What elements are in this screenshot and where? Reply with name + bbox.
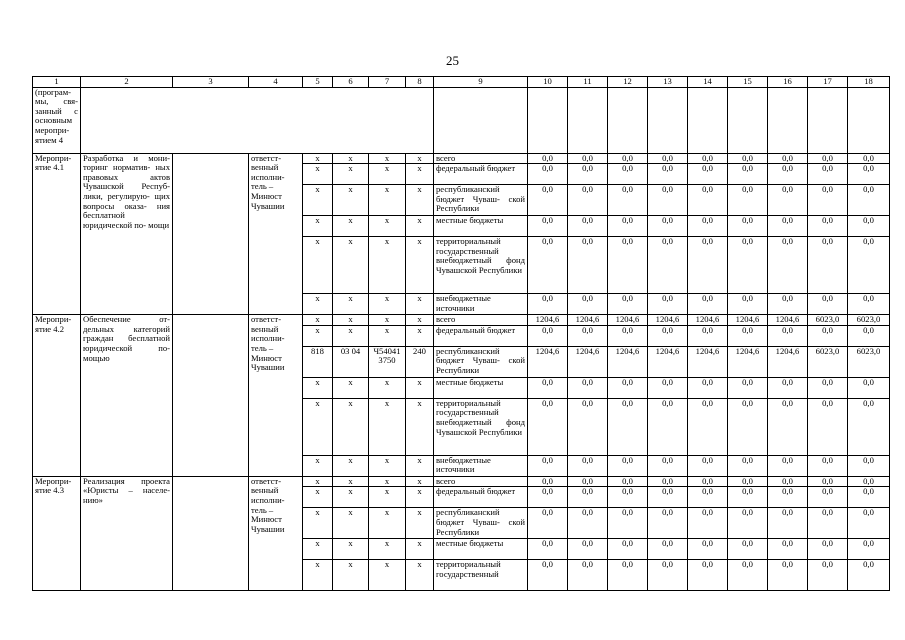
funding-value: 0,0 [808, 237, 848, 294]
empty-cell [768, 87, 808, 153]
funding-value: 0,0 [768, 539, 808, 560]
funding-value: 0,0 [728, 325, 768, 346]
funding-value: 1204,6 [768, 346, 808, 377]
budget-table [32, 76, 890, 591]
subroutine-cell [173, 153, 249, 315]
column-number: 11 [568, 77, 608, 88]
grbs-code: x [303, 315, 333, 326]
funding-value: 0,0 [808, 508, 848, 539]
grbs-code: 818 [303, 346, 333, 377]
funding-value: 0,0 [608, 294, 648, 315]
empty-cell [808, 87, 848, 153]
target-article-code: x [369, 508, 406, 539]
section-code: x [333, 325, 369, 346]
funding-value: 0,0 [768, 216, 808, 237]
grbs-code: x [303, 398, 333, 455]
funding-value: 0,0 [568, 508, 608, 539]
funding-value: 0,0 [568, 487, 608, 508]
funding-value: 0,0 [528, 487, 568, 508]
grbs-code: x [303, 216, 333, 237]
funding-value: 0,0 [648, 487, 688, 508]
expense-type-code: x [406, 164, 434, 185]
funding-value: 0,0 [648, 455, 688, 476]
funding-value: 0,0 [568, 398, 608, 455]
funding-value: 0,0 [568, 237, 608, 294]
funding-value: 0,0 [568, 216, 608, 237]
subroutine-cell [173, 315, 249, 477]
funding-value: 0,0 [568, 294, 608, 315]
target-article-code: x [369, 153, 406, 164]
funding-value: 0,0 [608, 455, 648, 476]
funding-value: 0,0 [648, 539, 688, 560]
funding-value: 1204,6 [568, 315, 608, 326]
grbs-code: x [303, 508, 333, 539]
funding-value: 0,0 [528, 164, 568, 185]
expense-type-code: x [406, 398, 434, 455]
funding-value: 0,0 [848, 508, 890, 539]
funding-value: 0,0 [688, 560, 728, 591]
funding-value: 0,0 [728, 508, 768, 539]
funding-value: 0,0 [568, 153, 608, 164]
funding-source: территориальный государственный внебюджетный фонд Чувашской Республики [434, 237, 528, 294]
funding-value: 0,0 [848, 487, 890, 508]
funding-value: 1204,6 [728, 346, 768, 377]
funding-value: 0,0 [768, 560, 808, 591]
funding-value: 0,0 [608, 185, 648, 216]
section-code: x [333, 377, 369, 398]
funding-value: 0,0 [768, 476, 808, 487]
column-number: 2 [81, 77, 173, 88]
funding-value: 0,0 [528, 185, 568, 216]
funding-value: 0,0 [648, 398, 688, 455]
funding-value: 1204,6 [528, 346, 568, 377]
funding-value: 1204,6 [608, 315, 648, 326]
measure-title: Реализация проекта «Юристы – населе- нию» [81, 476, 173, 591]
funding-value: 0,0 [808, 560, 848, 591]
expense-type-code: x [406, 377, 434, 398]
funding-value: 0,0 [528, 560, 568, 591]
funding-value: 0,0 [528, 153, 568, 164]
column-number: 14 [688, 77, 728, 88]
grbs-code: x [303, 185, 333, 216]
funding-source: федеральный бюджет [434, 325, 528, 346]
column-number: 6 [333, 77, 369, 88]
funding-value: 0,0 [688, 294, 728, 315]
funding-value: 0,0 [768, 508, 808, 539]
funding-value: 0,0 [848, 325, 890, 346]
funding-value: 0,0 [648, 476, 688, 487]
section-code: x [333, 508, 369, 539]
funding-value: 0,0 [688, 508, 728, 539]
expense-type-code: x [406, 153, 434, 164]
expense-type-code: x [406, 487, 434, 508]
grbs-code: x [303, 325, 333, 346]
funding-value: 0,0 [808, 455, 848, 476]
funding-value: 0,0 [608, 325, 648, 346]
column-number: 15 [728, 77, 768, 88]
funding-value: 0,0 [728, 398, 768, 455]
section-code: x [333, 398, 369, 455]
funding-value: 0,0 [848, 560, 890, 591]
section-code: x [333, 455, 369, 476]
grbs-code: x [303, 164, 333, 185]
grbs-code: x [303, 153, 333, 164]
funding-value: 0,0 [848, 294, 890, 315]
section-code: x [333, 164, 369, 185]
funding-value: 1204,6 [648, 346, 688, 377]
funding-value: 0,0 [688, 153, 728, 164]
expense-type-code: x [406, 508, 434, 539]
target-article-code: x [369, 560, 406, 591]
funding-value: 0,0 [608, 237, 648, 294]
funding-value: 0,0 [848, 455, 890, 476]
funding-value: 1204,6 [528, 315, 568, 326]
funding-value: 0,0 [768, 398, 808, 455]
target-article-code: x [369, 476, 406, 487]
empty-cell [568, 87, 608, 153]
grbs-code: x [303, 377, 333, 398]
funding-value: 0,0 [688, 476, 728, 487]
section-code: x [333, 216, 369, 237]
funding-value: 0,0 [688, 487, 728, 508]
funding-value: 0,0 [568, 325, 608, 346]
continuation-row [33, 87, 890, 153]
expense-type-code: x [406, 455, 434, 476]
expense-type-code: x [406, 325, 434, 346]
responsible-executor: ответст- венный исполни- тель – Минюст Чувашии [249, 153, 303, 315]
funding-value: 0,0 [808, 377, 848, 398]
funding-source: территориальный государственный внебюджетный фонд Чувашской Республики [434, 398, 528, 455]
responsible-executor: ответст- венный исполни- тель – Минюст Чувашии [249, 476, 303, 591]
target-article-code: x [369, 487, 406, 508]
funding-value: 0,0 [728, 476, 768, 487]
empty-cell [728, 87, 768, 153]
funding-row [33, 476, 890, 487]
funding-source: внебюджетные источники [434, 294, 528, 315]
funding-value: 0,0 [768, 455, 808, 476]
funding-source: республиканский бюджет Чуваш- ской Республики [434, 346, 528, 377]
funding-value: 0,0 [768, 164, 808, 185]
section-code: x [333, 560, 369, 591]
target-article-code: x [369, 455, 406, 476]
funding-value: 0,0 [808, 216, 848, 237]
funding-value: 0,0 [848, 237, 890, 294]
funding-source: местные бюджеты [434, 216, 528, 237]
funding-value: 0,0 [608, 377, 648, 398]
funding-value: 0,0 [648, 185, 688, 216]
empty-cell [688, 87, 728, 153]
funding-value: 0,0 [728, 539, 768, 560]
responsible-executor: ответст- венный исполни- тель – Минюст Чувашии [249, 315, 303, 477]
target-article-code: x [369, 315, 406, 326]
funding-value: 0,0 [848, 153, 890, 164]
page-number: 25 [446, 53, 459, 68]
funding-value: 0,0 [608, 508, 648, 539]
expense-type-code: x [406, 237, 434, 294]
funding-value: 0,0 [848, 164, 890, 185]
funding-value: 0,0 [848, 216, 890, 237]
section-code: x [333, 487, 369, 508]
target-article-code: x [369, 164, 406, 185]
funding-value: 0,0 [768, 185, 808, 216]
funding-value: 0,0 [648, 508, 688, 539]
funding-value: 0,0 [848, 398, 890, 455]
funding-value: 0,0 [568, 164, 608, 185]
funding-value: 0,0 [608, 398, 648, 455]
funding-value: 1204,6 [728, 315, 768, 326]
section-code: x [333, 185, 369, 216]
funding-source: местные бюджеты [434, 539, 528, 560]
expense-type-code: x [406, 294, 434, 315]
funding-value: 0,0 [808, 476, 848, 487]
target-article-code: x [369, 398, 406, 455]
funding-value: 0,0 [688, 237, 728, 294]
funding-source: республиканский бюджет Чуваш- ской Республики [434, 185, 528, 216]
funding-value: 0,0 [728, 377, 768, 398]
empty-cell [848, 87, 890, 153]
empty-cell [528, 87, 568, 153]
funding-value: 0,0 [768, 153, 808, 164]
column-number: 1 [33, 77, 81, 88]
funding-value: 0,0 [808, 185, 848, 216]
funding-value: 0,0 [528, 325, 568, 346]
funding-value: 0,0 [528, 377, 568, 398]
empty-cell [648, 87, 688, 153]
target-article-code: x [369, 377, 406, 398]
funding-value: 6023,0 [808, 346, 848, 377]
funding-value: 0,0 [608, 487, 648, 508]
funding-value: 1204,6 [608, 346, 648, 377]
funding-value: 0,0 [568, 476, 608, 487]
funding-row [33, 315, 890, 326]
program-label: (програм- мы, свя- занный с основным меропри- ятием 4 [33, 87, 81, 153]
funding-value: 0,0 [608, 216, 648, 237]
funding-value: 0,0 [648, 377, 688, 398]
funding-row [33, 153, 890, 164]
funding-value: 0,0 [648, 325, 688, 346]
funding-source: местные бюджеты [434, 377, 528, 398]
expense-type-code: x [406, 216, 434, 237]
funding-value: 0,0 [608, 476, 648, 487]
funding-value: 0,0 [768, 237, 808, 294]
column-number: 7 [369, 77, 406, 88]
funding-value: 0,0 [768, 377, 808, 398]
funding-value: 0,0 [808, 164, 848, 185]
funding-value: 0,0 [568, 560, 608, 591]
measure-title: Разработка и мони- торинг норматив- ных правовых актов Чувашской Респуб- лики, регулирую- щих вопросы оказа- ния бесплатной юридической по- мощи [81, 153, 173, 315]
funding-value: 0,0 [808, 539, 848, 560]
funding-value: 0,0 [688, 377, 728, 398]
section-code: 03 04 [333, 346, 369, 377]
funding-value: 0,0 [648, 216, 688, 237]
funding-value: 0,0 [808, 294, 848, 315]
funding-value: 0,0 [648, 560, 688, 591]
grbs-code: x [303, 539, 333, 560]
funding-source: всего [434, 315, 528, 326]
funding-value: 0,0 [528, 476, 568, 487]
measure-title: Обеспечение от- дельных категорий граждан бесплатной юридической по- мощью [81, 315, 173, 477]
grbs-code: x [303, 560, 333, 591]
section-code: x [333, 539, 369, 560]
expense-type-code: x [406, 315, 434, 326]
funding-source: всего [434, 476, 528, 487]
funding-value: 0,0 [648, 237, 688, 294]
section-code: x [333, 153, 369, 164]
measure-number: Меропри- ятие 4.2 [33, 315, 81, 477]
section-code: x [333, 294, 369, 315]
section-code: x [333, 476, 369, 487]
funding-value: 0,0 [688, 325, 728, 346]
grbs-code: x [303, 487, 333, 508]
funding-value: 1204,6 [768, 315, 808, 326]
funding-source: федеральный бюджет [434, 487, 528, 508]
funding-value: 6023,0 [808, 315, 848, 326]
column-number: 9 [434, 77, 528, 88]
target-article-code: x [369, 237, 406, 294]
funding-value: 0,0 [528, 539, 568, 560]
funding-value: 0,0 [528, 455, 568, 476]
funding-value: 0,0 [528, 237, 568, 294]
column-number: 8 [406, 77, 434, 88]
grbs-code: x [303, 294, 333, 315]
funding-value: 0,0 [608, 560, 648, 591]
empty-cell [434, 87, 528, 153]
expense-type-code: x [406, 560, 434, 591]
funding-value: 0,0 [808, 325, 848, 346]
funding-value: 6023,0 [848, 346, 890, 377]
expense-type-code: x [406, 185, 434, 216]
expense-type-code: x [406, 476, 434, 487]
column-number: 17 [808, 77, 848, 88]
expense-type-code: 240 [406, 346, 434, 377]
funding-value: 0,0 [728, 153, 768, 164]
funding-value: 0,0 [688, 455, 728, 476]
funding-value: 0,0 [728, 164, 768, 185]
column-number: 18 [848, 77, 890, 88]
target-article-code: x [369, 294, 406, 315]
funding-value: 0,0 [568, 455, 608, 476]
grbs-code: x [303, 455, 333, 476]
target-article-code: x [369, 185, 406, 216]
funding-value: 0,0 [848, 539, 890, 560]
funding-value: 0,0 [608, 539, 648, 560]
funding-value: 0,0 [848, 476, 890, 487]
funding-source: внебюджетные источники [434, 455, 528, 476]
funding-value: 0,0 [808, 398, 848, 455]
column-number: 16 [768, 77, 808, 88]
measures-body [33, 153, 890, 591]
funding-source: территориальный государственный [434, 560, 528, 591]
column-number: 13 [648, 77, 688, 88]
funding-value: 0,0 [568, 185, 608, 216]
subroutine-cell [173, 476, 249, 591]
funding-value: 0,0 [728, 455, 768, 476]
funding-value: 0,0 [808, 153, 848, 164]
funding-value: 1204,6 [688, 315, 728, 326]
funding-value: 6023,0 [848, 315, 890, 326]
funding-value: 0,0 [688, 539, 728, 560]
column-number: 5 [303, 77, 333, 88]
funding-value: 0,0 [848, 185, 890, 216]
column-number: 3 [173, 77, 249, 88]
target-article-code: x [369, 216, 406, 237]
measure-number: Меропри- ятие 4.3 [33, 476, 81, 591]
column-numbers-row [33, 77, 890, 88]
funding-source: всего [434, 153, 528, 164]
funding-value: 0,0 [528, 294, 568, 315]
funding-value: 0,0 [688, 185, 728, 216]
funding-value: 0,0 [728, 185, 768, 216]
empty-cell [608, 87, 648, 153]
funding-value: 0,0 [528, 508, 568, 539]
target-article-code: x [369, 539, 406, 560]
expense-type-code: x [406, 539, 434, 560]
funding-value: 0,0 [608, 164, 648, 185]
funding-value: 0,0 [528, 398, 568, 455]
funding-value: 0,0 [728, 487, 768, 508]
target-article-code: Ч54041 3750 [369, 346, 406, 377]
column-number: 4 [249, 77, 303, 88]
funding-value: 0,0 [848, 377, 890, 398]
funding-value: 1204,6 [648, 315, 688, 326]
funding-value: 0,0 [688, 164, 728, 185]
funding-value: 0,0 [768, 294, 808, 315]
column-number: 12 [608, 77, 648, 88]
funding-value: 0,0 [608, 153, 648, 164]
funding-value: 0,0 [568, 377, 608, 398]
target-article-code: x [369, 325, 406, 346]
empty-cell [81, 87, 434, 153]
measure-number: Меропри- ятие 4.1 [33, 153, 81, 315]
funding-value: 0,0 [528, 216, 568, 237]
funding-value: 0,0 [648, 294, 688, 315]
funding-source: республиканский бюджет Чуваш- ской Республики [434, 508, 528, 539]
funding-value: 0,0 [768, 325, 808, 346]
funding-value: 0,0 [688, 398, 728, 455]
funding-value: 0,0 [728, 294, 768, 315]
funding-value: 0,0 [728, 216, 768, 237]
funding-value: 0,0 [768, 487, 808, 508]
funding-value: 0,0 [728, 560, 768, 591]
funding-value: 0,0 [648, 164, 688, 185]
funding-value: 0,0 [568, 539, 608, 560]
grbs-code: x [303, 476, 333, 487]
funding-value: 0,0 [728, 237, 768, 294]
funding-value: 0,0 [808, 487, 848, 508]
grbs-code: x [303, 237, 333, 294]
column-number: 10 [528, 77, 568, 88]
funding-value: 1204,6 [688, 346, 728, 377]
funding-value: 0,0 [648, 153, 688, 164]
section-code: x [333, 315, 369, 326]
funding-source: федеральный бюджет [434, 164, 528, 185]
section-code: x [333, 237, 369, 294]
funding-value: 0,0 [688, 216, 728, 237]
funding-value: 1204,6 [568, 346, 608, 377]
